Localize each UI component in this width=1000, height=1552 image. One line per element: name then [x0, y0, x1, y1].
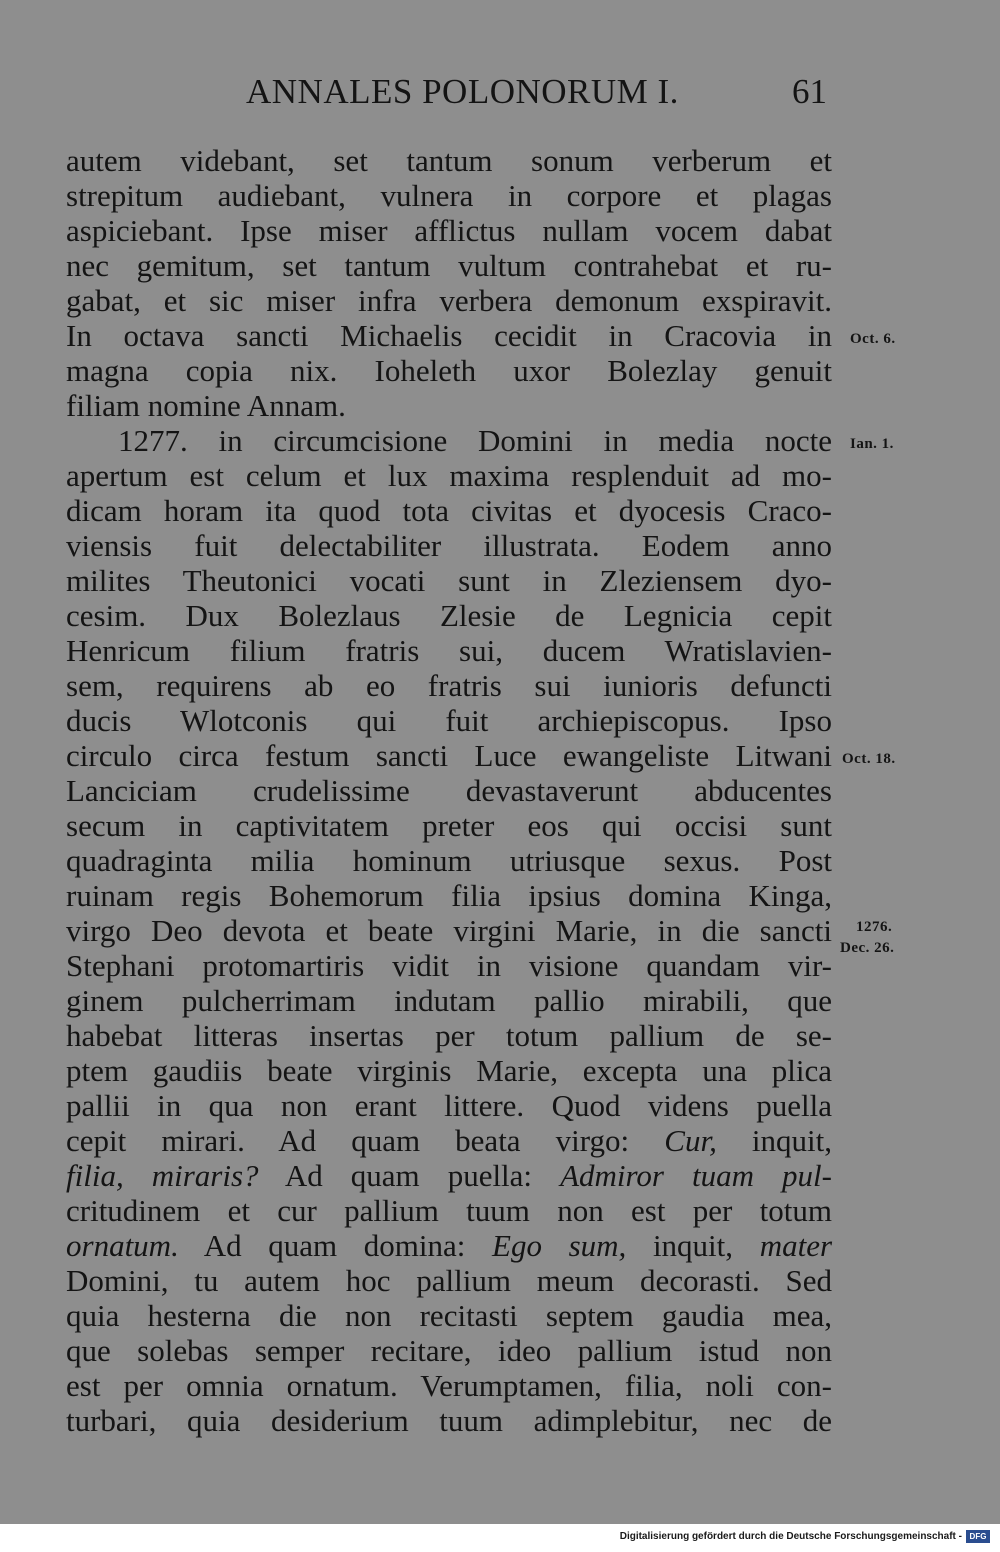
margin-note-date: Oct. 18.	[842, 751, 896, 767]
text-line: filiam nomine Annam.	[66, 388, 346, 423]
text-line: In octava sancti Michaelis cecidit in Cracovia in	[66, 318, 832, 353]
margin-note-date: Ian. 1.	[850, 436, 894, 452]
text-line: Stephani protomartiris vidit in visione quandam vir-	[66, 948, 832, 983]
text-line: habebat litteras insertas per totum pallium de se-	[66, 1018, 832, 1053]
text-line-mixed	[66, 1229, 832, 1263]
text-line-italic: Domini, tu autem hoc pallium meum decorasti. Sed	[66, 1263, 832, 1298]
text-line: gabat, et sic miser infra verbera demonum exspiravit.	[66, 283, 832, 318]
text-line: cesim. Dux Bolezlaus Zlesie de Legnicia cepit	[66, 598, 832, 633]
text-line: virgo Deo devota et beate virgini Marie, in die sancti	[66, 913, 832, 948]
paragraph-start-1277: 1277. in circumcisione Domini in media nocte	[118, 423, 832, 458]
italic-segment: Admiror tuam pul-	[560, 1158, 832, 1193]
italic-segment: est per omnia ornatum.	[66, 1368, 398, 1403]
page-number: 61	[792, 72, 827, 111]
text-line-italic: quia hesterna die non recitasti septem gaudia mea,	[66, 1298, 832, 1333]
margin-note-date: Dec. 26.	[840, 940, 895, 956]
text-line-italic	[66, 1369, 832, 1403]
text-segment: inquit,	[716, 1123, 833, 1158]
text-line: ducis Wlotconis qui fuit archiepiscopus. Ipso	[66, 703, 832, 738]
text-segment: cepit mirari. Ad quam beata virgo:	[66, 1123, 630, 1158]
text-line: strepitum audiebant, vulnera in corpore et plagas	[66, 178, 832, 213]
text-line: ginem pulcherrimam indutam pallio mirabili, que	[66, 983, 832, 1018]
text-line: secum in captivitatem preter eos qui occisi sunt	[66, 808, 832, 843]
funding-notice: Digitalisierung gefördert durch die Deutsche Forschungsgemeinschaft -	[619, 1531, 962, 1542]
footer-bar	[0, 1524, 1000, 1552]
text-line-mixed	[66, 1159, 832, 1193]
text-line: pallii in qua non erant littere. Quod videns puella	[66, 1088, 832, 1123]
text-line: apertum est celum et lux maxima resplenduit ad mo-	[66, 458, 832, 493]
italic-segment: Verumptamen, filia, noli con-	[420, 1368, 832, 1403]
text-line: autem videbant, set tantum sonum verberum et	[66, 143, 832, 178]
italic-segment: filia, miraris?	[66, 1158, 259, 1193]
text-line: Henricum filium fratris sui, ducem Wratislavien-	[66, 633, 832, 668]
text-segment: Ad quam domina:	[178, 1228, 466, 1263]
text-line: milites Theutonici vocati sunt in Zleziensem dyo-	[66, 563, 832, 598]
text-line: ruinam regis Bohemorum filia ipsius domina Kinga,	[66, 878, 832, 913]
text-line-mixed	[66, 1124, 832, 1158]
text-line: dicam horam ita quod tota civitas et dyocesis Craco-	[66, 493, 832, 528]
text-line: nec gemitum, set tantum vultum contrahebat et ru-	[66, 248, 832, 283]
text-line: sem, requirens ab eo fratris sui iunioris defuncti	[66, 668, 832, 703]
text-line: magna copia nix. Ioheleth uxor Bolezlay genuit	[66, 353, 832, 388]
margin-note-year: 1276.	[856, 919, 893, 935]
text-line-italic: turbari, quia desiderium tuum adimplebitur, nec de	[66, 1403, 832, 1438]
text-line: ptem gaudiis beate virginis Marie, excepta una plica	[66, 1053, 832, 1088]
text-line: viensis fuit delectabiliter illustrata. Eodem anno	[66, 528, 832, 563]
text-segment: inquit,	[626, 1228, 734, 1263]
text-segment: Ad quam puella:	[258, 1158, 533, 1193]
italic-segment: Ego sum,	[492, 1228, 627, 1263]
text-line: aspiciebant. Ipse miser afflictus nullam vocem dabat	[66, 213, 832, 248]
text-line: quadraginta milia hominum utriusque sexus. Post	[66, 843, 832, 878]
italic-segment: Cur,	[664, 1123, 717, 1158]
text-line: Lanciciam crudelissime devastaverunt abducentes	[66, 773, 832, 808]
running-title: ANNALES POLONORUM I.	[246, 72, 679, 111]
dfg-logo-icon: DFG	[966, 1530, 990, 1543]
italic-segment: mater	[759, 1228, 833, 1263]
text-line-italic: que solebas semper recitare, ideo pallium istud non	[66, 1333, 832, 1368]
text-line-italic: critudinem et cur pallium tuum non est per totum	[66, 1193, 832, 1228]
text-line: circulo circa festum sancti Luce ewangeliste Litwani	[66, 738, 832, 773]
margin-note-date: Oct. 6.	[850, 331, 896, 347]
italic-segment: ornatum.	[66, 1228, 179, 1263]
